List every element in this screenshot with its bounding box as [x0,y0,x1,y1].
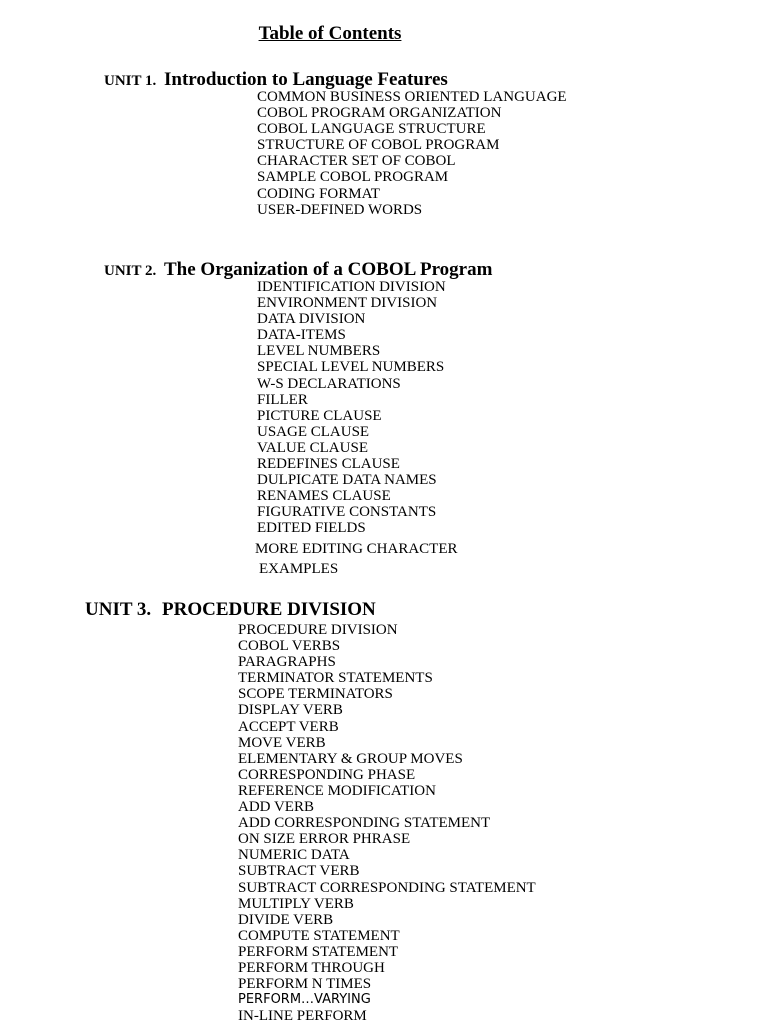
topic-item: COBOL VERBS [238,638,341,655]
unit-1-topic-list [257,89,601,218]
unit-1-section [104,68,567,221]
topic-item: IDENTIFICATION DIVISION [257,279,446,295]
unit-3-number: UNIT 3. [85,599,152,620]
page-title: Table of Contents [258,23,402,44]
topic-item: FIGURATIVE CONSTANTS [257,504,437,521]
unit-3-section [85,598,536,1024]
topic-item: USAGE CLAUSE [257,423,370,440]
topic-item: STRUCTURE OF COBOL PROGRAM [257,137,500,154]
unit-3-heading [85,598,383,622]
topic-item: MORE EDITING CHARACTER [255,540,458,557]
unit-2-title: The Organization of a COBOL Program [164,259,493,280]
unit-3-title: PROCEDURE DIVISION [162,599,376,620]
topic-item: SCOPE TERMINATORS [238,686,393,703]
topic-item: RENAMES CLAUSE [257,488,391,505]
topic-item: PERFORM…VARYING [238,992,371,1008]
topic-item: CODING FORMAT [257,185,380,202]
topic-item: CHARACTER SET OF COBOL [257,153,456,170]
topic-item: PICTURE CLAUSE [257,407,382,424]
topic-item: DATA DIVISION [257,311,366,328]
topic-item: DIVIDE VERB [238,911,334,928]
topic-item: MULTIPLY VERB [238,895,354,912]
topic-item: COMPUTE STATEMENT [238,927,400,944]
unit-1-number: UNIT 1. [104,73,157,89]
topic-item: W-S DECLARATIONS [257,375,401,392]
topic-item: PERFORM THROUGH [238,959,385,976]
topic-item: CORRESPONDING PHASE [238,766,416,783]
topic-item: ELEMENTARY & GROUP MOVES [238,750,463,767]
topic-item: REFERENCE MODIFICATION [238,782,436,799]
topic-item: VALUE CLAUSE [257,439,368,456]
topic-item: SPECIAL LEVEL NUMBERS [257,359,445,376]
topic-item: PARAGRAPHS [238,654,336,671]
topic-item: ENVIRONMENT DIVISION [257,295,438,312]
topic-item: NUMERIC DATA [238,847,350,864]
topic-item: USER-DEFINED WORDS [257,201,423,218]
topic-item: EDITED FIELDS [257,520,366,537]
topic-item: COBOL LANGUAGE STRUCTURE [257,121,486,138]
topic-item: IN-LINE PERFORM [238,1008,367,1024]
topic-item: EXAMPLES [259,560,339,577]
topic-item: FILLER [257,391,308,408]
topic-item: REDEFINES CLAUSE [257,456,400,473]
topic-item: SUBTRACT CORRESPONDING STATEMENT [238,879,536,896]
topic-item: ON SIZE ERROR PHRASE [238,831,411,848]
unit-2-section [104,258,492,580]
topic-item: ACCEPT VERB [238,718,339,735]
topic-item: ADD CORRESPONDING STATEMENT [238,815,491,832]
topic-item: SAMPLE COBOL PROGRAM [257,169,449,186]
topic-item: DISPLAY VERB [238,702,343,719]
unit-1-title: Introduction to Language Features [164,69,448,90]
topic-item: DATA-ITEMS [257,327,346,344]
topic-item: PROCEDURE DIVISION [238,622,398,638]
topic-item: DULPICATE DATA NAMES [257,472,437,489]
topic-item: LEVEL NUMBERS [257,343,381,360]
unit-3-topic-list [238,622,536,1024]
topic-item: SUBTRACT VERB [238,863,360,880]
unit-2-topic-list [257,279,645,577]
topic-item: COMMON BUSINESS ORIENTED LANGUAGE [257,89,567,105]
unit-2-number: UNIT 2. [104,263,157,279]
topic-item: PERFORM STATEMENT [238,943,399,960]
topic-item: MOVE VERB [238,734,326,751]
topic-item: TERMINATOR STATEMENTS [238,670,433,687]
topic-item: ADD VERB [238,799,314,816]
topic-item: PERFORM N TIMES [238,976,372,993]
topic-item: COBOL PROGRAM ORGANIZATION [257,105,502,122]
